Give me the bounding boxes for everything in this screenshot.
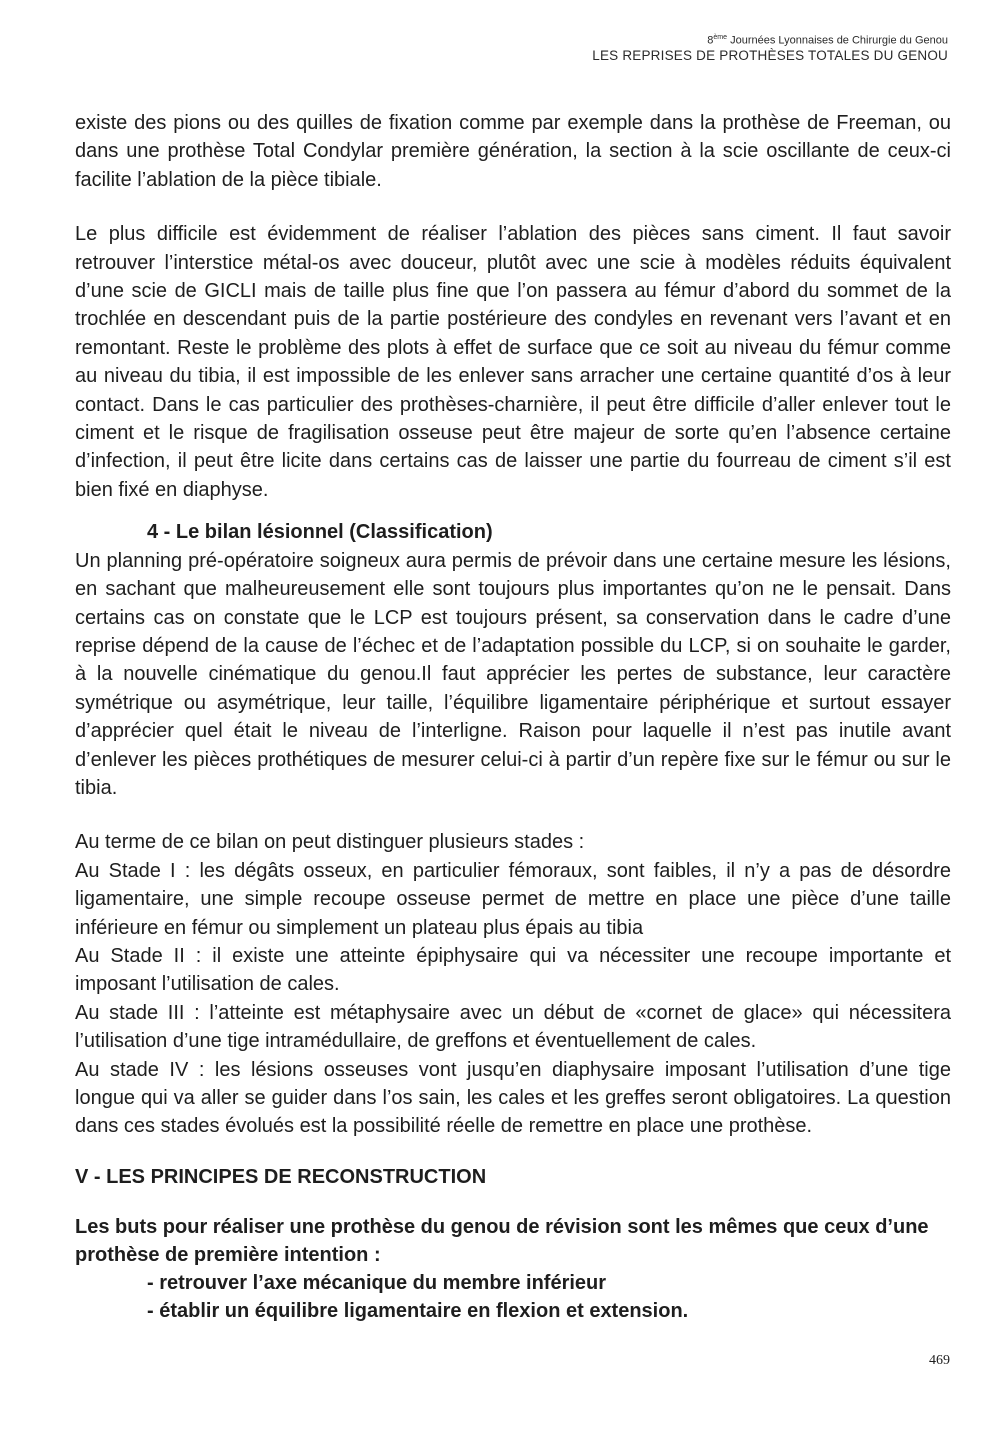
header-book-title: LES REPRISES DE PROTHÈSES TOTALES DU GENOU bbox=[592, 47, 948, 63]
paragraph-stage-1: Au Stade I : les dégâts osseux, en particulier fémoraux, sont faibles, il n’y a pas de désordre ligamentaire, une simple recoupe osseuse permet de mettre en place une pièce d’une taille inférieure en fémur ou simplement un plateau plus épais au tibia bbox=[75, 859, 951, 939]
paragraph-stage-4: Au stade IV : les lésions osseuses vont jusqu’en diaphysaire imposant l’utilisation d’une tige longue qui va aller se guider dans l’os sain, les cales et les greffes seront obligatoires. La question dans ces stades évolués est la possibilité réelle de remettre en place une prothèse. bbox=[75, 1058, 951, 1138]
section-title: V - LES PRINCIPES DE RECONSTRUCTION bbox=[75, 1165, 487, 1188]
header-conference bbox=[592, 34, 948, 47]
paragraph-fixation: existe des pions ou des quilles de fixation comme par exemple dans la prothèse de Freeman, ou dans une prothèse Total Condylar première génération, la section à la scie oscillante de ceux-ci facilite l’ablation de la pièce tibiale. bbox=[75, 112, 951, 191]
paragraph-stage-3: Au stade III : l’atteinte est métaphysaire avec un début de «cornet de glace» qui nécessitera l’utilisation d’une tige intramédullaire, de greffons et éventuellement de cales. bbox=[75, 1001, 951, 1053]
header-edition-suffix: ème bbox=[713, 34, 728, 41]
running-header bbox=[592, 34, 948, 64]
paragraph-stage-2: Au Stade II : il existe une atteinte épiphysaire qui va nécessiter une recoupe importante et imposant l’utilisation de cales. bbox=[75, 944, 951, 996]
paragraph-planning: Un planning pré-opératoire soigneux aura permis de prévoir dans une certaine mesure les lésions, en sachant que malheureusement elle sont toujours plus importantes qu’on ne le pensait. Dans certains cas on constate que le LCP est toujours présent, sa conservation dans le cadre d’une reprise dépend de la cause de l’échec et de l’adaptation possible du LCP, si on souhaite le garder, à la nouvelle cinématique du genou.Il faut apprécier les pertes de substance, leur caractère symétrique ou asymétrique, leur taille, l’équilibre ligamentaire périphérique et surtout essayer d’apprécier quel était le niveau de l’interligne. Raison pour laquelle il n’est pas inutile avant d’enlever les pièces prothétiques de mesurer celui-ci à partir d’un repère fixe sur le fémur ou sur le tibia. bbox=[75, 549, 951, 799]
subheading-bilan: 4 - Le bilan lésionnel (Classification) bbox=[147, 521, 493, 544]
goal-item-axis: - retrouver l’axe mécanique du membre inférieur bbox=[147, 1271, 607, 1294]
page-number: 469 bbox=[929, 1353, 950, 1368]
paragraph-stages-intro: Au terme de ce bilan on peut distinguer plusieurs stades : bbox=[75, 831, 585, 854]
page-body bbox=[75, 109, 951, 1325]
goal-item-balance: - établir un équilibre ligamentaire en flexion et extension. bbox=[147, 1299, 689, 1322]
header-conference-name: Journées Lyonnaises de Chirurgie du Genou bbox=[727, 34, 948, 47]
goals-intro: Les buts pour réaliser une prothèse du genou de révision sont les mêmes que ceux d’une prothèse de première intention : bbox=[75, 1215, 929, 1266]
header-edition-number: 8 bbox=[707, 34, 714, 47]
paragraph-cementless-removal: Le plus difficile est évidemment de réaliser l’ablation des pièces sans ciment. Il faut savoir retrouver l’interstice métal-os avec douceur, plutôt avec une scie à modèles réduits équivalent d’une scie de GICLI mais de taille plus fine que l’on passera au fémur d’abord du sommet de la trochlée en descendant puis de la partie postérieure des condyles en revenant vers l’avant et en remontant. Reste le problème des plots à effet de surface que ce soit au niveau du fémur comme au niveau du tibia, il est impossible de les enlever sans arracher une certaine quantité d’os à leur contact. Dans le cas particulier des prothèses-charnière, il peut être difficile d’aller enlever tout le ciment et le risque de fragilisation osseuse peut être majeur de sorte qu’en l’absence certaine d’infection, il peut être licite dans certains cas de laisser une partie du fourreau de ciment s’il est bien fixé en diaphyse. bbox=[75, 223, 951, 501]
